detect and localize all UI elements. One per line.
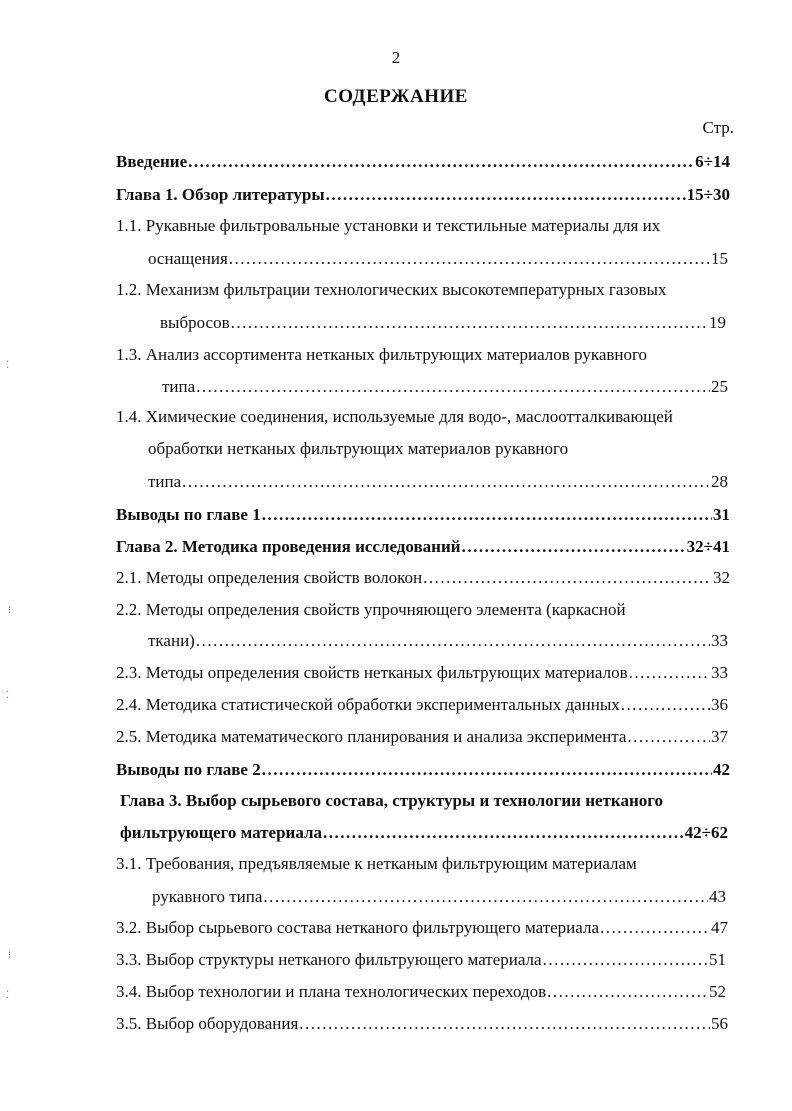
- toc-entry-title: 3.2. Выбор сырьевого состава нетканого фильтрующего материала: [116, 918, 599, 937]
- dot-leader: [629, 662, 710, 684]
- toc-entry-page: 37: [711, 727, 728, 746]
- toc-entry-page: 15÷30: [686, 185, 730, 204]
- toc-entry-3-4: [116, 981, 726, 1003]
- toc-entry-title: 2.5. Методика математического планирования и анализа эксперимента: [116, 727, 627, 746]
- toc-entry-page: 15: [711, 249, 728, 268]
- dot-leader: [547, 981, 708, 1003]
- toc-entry-title: оснащения: [148, 249, 228, 268]
- dot-leader: [182, 471, 710, 493]
- toc-entry-2-3: [116, 662, 728, 684]
- toc-entry-page: 6÷14: [695, 152, 730, 171]
- toc-entry-title: 2.3. Методы определения свойств нетканых фильтрующих материалов: [116, 663, 628, 682]
- toc-entry-title: Глава 2. Методика проведения исследований: [116, 537, 461, 556]
- toc-entry-title: фильтрующего материала: [120, 823, 323, 842]
- toc-entry-page: 28: [711, 472, 728, 491]
- dot-leader: [600, 917, 710, 939]
- toc-entry-3-5: [116, 1013, 728, 1035]
- toc-entry-page: 47: [711, 918, 728, 937]
- toc-entry-page: 31: [713, 505, 730, 524]
- scan-artifact: ⁚: [6, 990, 10, 1001]
- toc-entry-3-3: [116, 949, 726, 971]
- toc-entry-title: рукавного типа: [152, 887, 263, 906]
- dot-leader: [262, 504, 712, 526]
- dot-leader: [323, 822, 684, 844]
- toc-entry-title: типа: [148, 472, 182, 491]
- toc-entry-1-4-line2: обработки нетканых фильтрующих материалов рукавного: [148, 439, 569, 458]
- toc-entry-1-1-line1: 1.1. Рукавные фильтровальные установки и текстильные материалы для их: [116, 216, 661, 235]
- dot-leader: [627, 726, 710, 748]
- toc-entry-page: 25: [711, 377, 728, 396]
- toc-entry-3-1-line1: 3.1. Требования, предъявляемые к нетканым фильтрующим материалам: [116, 854, 637, 873]
- toc-entry-chapter-1: [116, 184, 730, 206]
- scan-artifact: ⁚: [6, 360, 10, 371]
- toc-entry-page: 33: [711, 663, 728, 682]
- toc-entry-page: 42÷62: [684, 823, 728, 842]
- page-title: СОДЕРЖАНИЕ: [324, 86, 468, 107]
- toc-entry-1-2: [160, 312, 726, 334]
- toc-entry-title: выбросов: [160, 313, 230, 332]
- toc-entry-conclusions-1: [116, 504, 730, 526]
- toc-entry-1-1: [148, 248, 728, 270]
- toc-entry-1-3: [162, 376, 728, 398]
- toc-entry-2-5: [116, 726, 728, 748]
- dot-leader: [326, 184, 686, 206]
- toc-entry-page: 32÷41: [686, 537, 730, 556]
- toc-entry-1-3-line1: 1.3. Анализ ассортимента нетканых фильтрующих материалов рукавного: [116, 345, 648, 364]
- dot-leader: [543, 949, 708, 971]
- toc-entry-2-1: [116, 567, 730, 589]
- toc-entry-introduction: [116, 151, 730, 173]
- dot-leader: [299, 1013, 710, 1035]
- toc-entry-page: 51: [709, 950, 726, 969]
- toc-entry-title: Введение: [116, 152, 188, 171]
- scan-artifact: ⁚: [6, 690, 10, 701]
- toc-entry-title: Выводы по главе 2: [116, 760, 261, 779]
- dot-leader: [462, 536, 686, 558]
- toc-entry-2-2: [148, 630, 728, 652]
- toc-entry-title: 2.4. Методика статистической обработки экспериментальных данных: [116, 695, 620, 714]
- toc-entry-page: 19: [709, 313, 726, 332]
- toc-entry-chapter-3: [120, 822, 728, 844]
- toc-entry-title: Глава 1. Обзор литературы: [116, 185, 325, 204]
- toc-entry-conclusions-2: [116, 759, 730, 781]
- toc-entry-title: Выводы по главе 1: [116, 505, 261, 524]
- toc-entry-chapter-3-line1: Глава 3. Выбор сырьевого состава, структуры и технологии нетканого: [120, 791, 664, 810]
- page-column-label: Стр.: [702, 118, 734, 137]
- toc-entry-page: 56: [711, 1014, 728, 1033]
- dot-leader: [229, 248, 710, 270]
- page-number: 2: [391, 48, 401, 67]
- toc-entry-page: 33: [711, 631, 728, 650]
- toc-entry-title: 3.3. Выбор структуры нетканого фильтрующего материала: [116, 950, 542, 969]
- toc-entry-page: 36: [711, 695, 728, 714]
- toc-entry-title: 3.5. Выбор оборудования: [116, 1014, 299, 1033]
- dot-leader: [263, 886, 708, 908]
- toc-entry-3-1: [152, 886, 726, 908]
- scan-artifact: ⁝: [8, 605, 12, 616]
- toc-entry-title: типа: [162, 377, 196, 396]
- toc-entry-page: 52: [709, 982, 726, 1001]
- toc-entry-chapter-2: [116, 536, 730, 558]
- toc-entry-title: 3.4. Выбор технологии и плана технологических переходов: [116, 982, 547, 1001]
- scan-artifact: ⁝: [8, 950, 12, 961]
- dot-leader: [196, 630, 710, 652]
- toc-entry-2-2-line1: 2.2. Методы определения свойств упрочняющего элемента (каркасной: [116, 600, 626, 619]
- toc-entry-title: ткани): [148, 631, 195, 650]
- toc-entry-page: 42: [713, 760, 730, 779]
- toc-entry-1-4-line1: 1.4. Химические соединения, используемые для водо-, маслоотталкивающей: [116, 407, 673, 426]
- dot-leader: [262, 759, 712, 781]
- toc-entry-title: 2.1. Методы определения свойств волокон: [116, 568, 423, 587]
- dot-leader: [188, 151, 694, 173]
- toc-entry-1-4: [148, 471, 728, 493]
- toc-entry-1-2-line1: 1.2. Механизм фильтрации технологических высокотемпературных газовых: [116, 280, 667, 299]
- dot-leader: [196, 376, 710, 398]
- dot-leader: [423, 567, 712, 589]
- dot-leader: [621, 694, 710, 716]
- toc-entry-page: 43: [709, 887, 726, 906]
- toc-entry-3-2: [116, 917, 728, 939]
- toc-entry-2-4: [116, 694, 728, 716]
- toc-entry-page: 32: [713, 568, 730, 587]
- dot-leader: [231, 312, 708, 334]
